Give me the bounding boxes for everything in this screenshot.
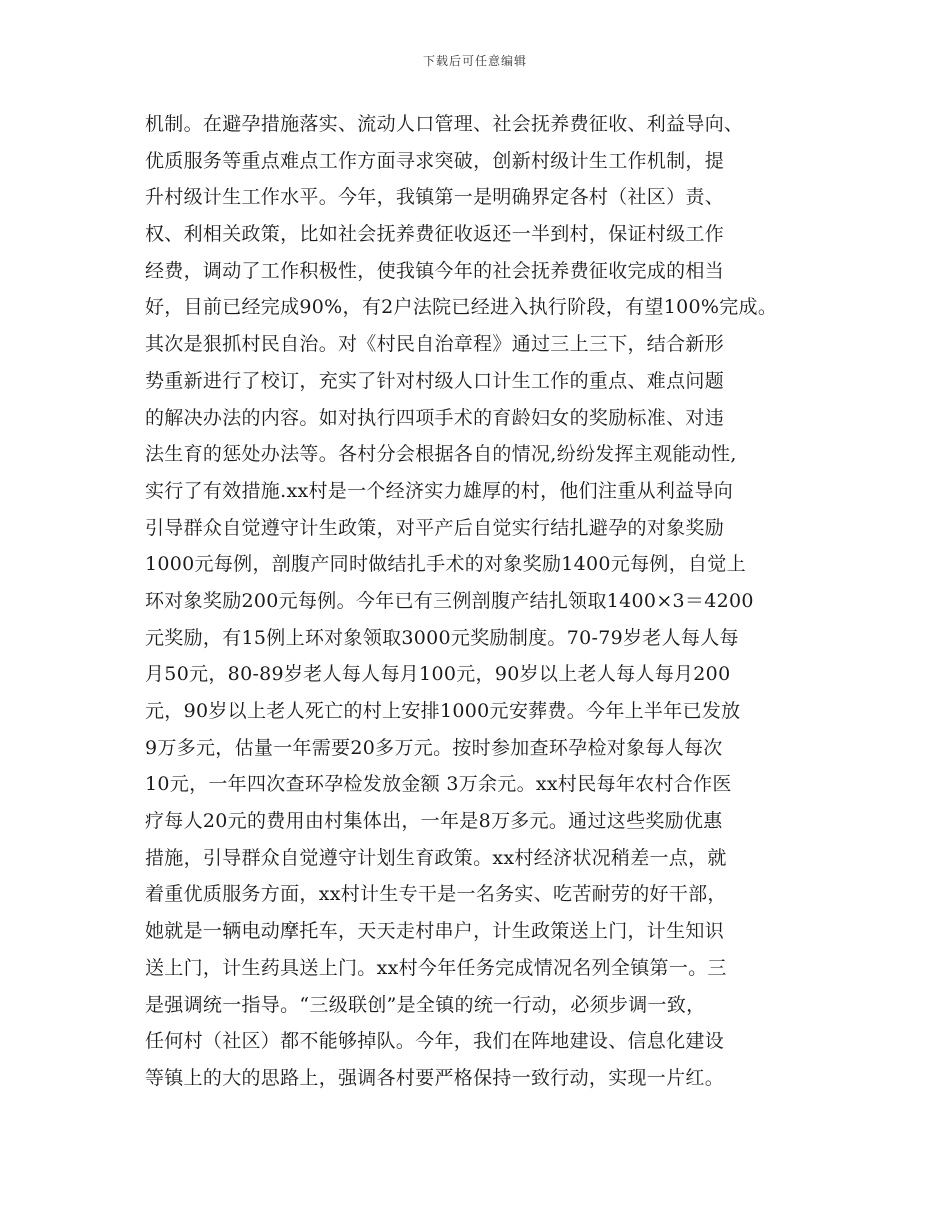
text-line: 元，90岁以上老人死亡的村上安排1000元安葬费。今年上半年已发放: [145, 700, 741, 722]
text-line: 的解决办法的内容。如对执行四项手术的育龄妇女的奖励标准、对违: [145, 406, 725, 429]
text-line: 9万多元，估量一年需要20多万元。按时参加查环孕检对象每人每次: [145, 736, 723, 759]
text-line: 势重新进行了校订，充实了针对村级人口计生工作的重点、难点问题: [145, 369, 725, 392]
document-body: [145, 106, 835, 1097]
text-line: 1000元每例，剖腹产同时做结扎手术的对象奖励1400元每例，自觉上: [145, 553, 746, 576]
text-line: 元奖励，有15例上环对象领取3000元奖励制度。70-79岁老人每人每: [145, 626, 739, 649]
text-line: 经费，调动了工作积极性，使我镇今年的社会抚养费征收完成的相当: [145, 259, 725, 282]
page-header: 下载后可任意编辑: [422, 54, 527, 68]
text-line: 其次是狠抓村民自治。对《村民自治章程》通过三上三下，结合新形: [145, 333, 725, 356]
text-line: 是强调统一指导。“三级联创”是全镇的统一行动，必须步调一致，: [145, 993, 706, 1016]
text-line: 着重优质服务方面，xx村计生专干是一名务实、吃苦耐劳的好干部，: [145, 883, 727, 906]
text-line: 升村级计生工作水平。今年，我镇第一是明确界定各村（社区）责、: [145, 186, 725, 209]
text-line: 优质服务等重点难点工作方面寻求突破，创新村级计生工作机制，提: [145, 149, 725, 172]
text-line: 疗每人20元的费用由村集体出，一年是8万多元。通过这些奖励优惠: [145, 810, 723, 833]
text-line: 她就是一辆电动摩托车，天天走村串户，计生政策送上门，计生知识: [145, 920, 725, 943]
text-line: 机制。在避孕措施落实、流动人口管理、社会抚养费征收、利益导向、: [145, 113, 744, 135]
text-line: 等镇上的大的思路上，强调各村要严格保持一致行动，实现一片红。: [145, 1066, 725, 1089]
text-line: 措施，引导群众自觉遵守计划生育政策。xx村经济状况稍差一点，就: [145, 846, 727, 869]
text-line: 权、利相关政策，比如社会抚养费征收返还一半到村，保证村级工作: [145, 223, 725, 246]
text-line: 月50元，80-89岁老人每人每月100元，90岁以上老人每人每月200: [145, 663, 731, 686]
text-line: 送上门，计生药具送上门。xx村今年任务完成情况名列全镇第一。三: [145, 956, 727, 979]
text-line: 任何村（社区）都不能够掉队。今年，我们在阵地建设、信息化建设: [145, 1030, 725, 1053]
text-line: 环对象奖励200元每例。今年已有三例剖腹产结扎领取1400×3＝4200: [145, 589, 754, 612]
text-line: 实行了有效措施.xx村是一个经济实力雄厚的村，他们注重从利益导向: [145, 479, 734, 502]
text-line: 法生育的惩处办法等。各村分会根据各自的情况,纷纷发挥主观能动性,: [145, 443, 737, 466]
text-line: 引导群众自觉遵守计生政策，对平产后自觉实行结扎避孕的对象奖励: [145, 516, 725, 539]
text-line: 10元，一年四次查环孕检发放金额 3万余元。xx村民每年农村合作医: [145, 773, 732, 796]
text-line: 好，目前已经完成90%，有2户法院已经进入执行阶段，有望100%完成。: [145, 296, 778, 319]
